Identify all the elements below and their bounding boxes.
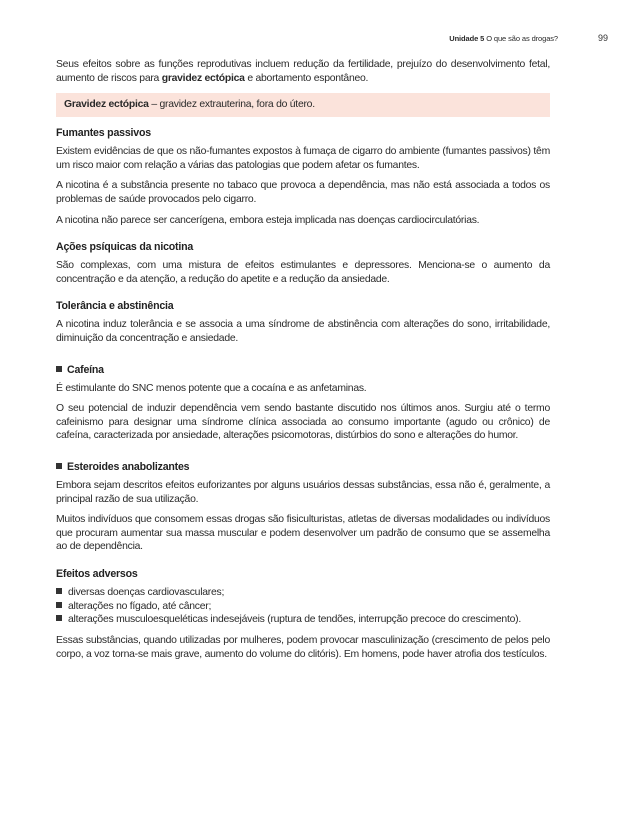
list-item [56,586,550,600]
section-title-cafeina: Cafeína [67,363,104,376]
callout-definition: – gravidez extrauterina, fora do útero. [148,99,315,111]
list-item [56,600,550,614]
paragraph: O seu potencial de induzir dependência vem sendo bastante discutido nos últimos anos. Surgiu até o termo cafeinismo para designar uma síndrome clínica associada ao consumo importante (agudo ou crônico) de cafeína, caracterizada por ansiedade, alterações psicomotoras, distúrbios do sono e alterações do humor. [56,403,550,442]
paragraph: Essas substâncias, quando utilizadas por mulheres, podem provocar masculinização (crescimento de pelos pelo corpo, a voz torna-se mais grave, aumento do volume do clitóris). Em homens, pode haver atrofia dos testículos. [56,635,550,660]
square-bullet-icon [56,366,62,372]
intro-text-after: e abortamento espontâneo. [244,72,369,84]
section-title-fumantes: Fumantes passivos [56,127,151,140]
adverse-effects-list [56,586,550,627]
list-item [56,613,550,627]
running-header [449,34,558,43]
paragraph: Existem evidências de que os não-fumantes expostos à fumaça de cigarro do ambiente (fumantes passivos) têm um risco maior com relação a várias das patologias que podem afetar os fumantes. [56,146,550,171]
square-bullet-icon [56,463,62,469]
paragraph: A nicotina não parece ser cancerígena, embora esteja implicada nas doenças cardiocirculatórias. [56,214,480,226]
paragraph: A nicotina é a substância presente no tabaco que provoca a dependência, mas não está associada a todos os problemas de saúde provocados pelo cigarro. [56,180,550,205]
section-title-acoes: Ações psíquicas da nicotina [56,241,194,254]
section-heading-cafeina [56,364,550,376]
square-bullet-icon [56,588,62,594]
list-item-text: alterações no fígado, até câncer; [68,600,212,612]
page-body [56,58,550,668]
paragraph: Embora sejam descritos efeitos euforizantes por alguns usuários dessas substâncias, essa não é, geralmente, a principal razão de sua utilização. [56,479,550,505]
square-bullet-icon [56,615,62,621]
unit-label: Unidade 5 [449,34,485,43]
paragraph: A nicotina induz tolerância e se associa a uma síndrome de abstinência com alterações do sono, irritabilidade, diminuição da concentração e ansiedade. [56,319,550,344]
callout-term: Gravidez ectópica [64,99,149,111]
intro-text-before: Seus efeitos sobre as funções reprodutivas incluem redução da fertilidade, prejuízo do desenvolvimento fetal, aumento de riscos para [56,59,550,84]
paragraph: São complexas, com uma mistura de efeitos estimulantes e depressores. Menciona-se o aumento da concentração e da atenção, a redução do apetite e a redução da ansiedade. [56,260,550,285]
intro-bold-term: gravidez ectópica [161,72,245,84]
definition-callout [56,93,550,117]
unit-title: O que são as drogas? [486,34,558,43]
square-bullet-icon [56,602,62,608]
section-heading-esteroides [56,461,550,473]
intro-paragraph [56,58,550,85]
section-title-esteroides: Esteroides anabolizantes [67,460,190,473]
section-title-efeitos: Efeitos adversos [56,567,138,580]
list-item-text: alterações musculoesqueléticas indesejáveis (ruptura de tendões, interrupção precoce do crescimento). [68,614,521,626]
paragraph: Muitos indivíduos que consomem essas drogas são fisiculturistas, atletas de diversas modalidades ou indivíduos que procuram aumentar sua massa muscular e podem desenvolver um padrão de consumo que se assemelha ao de dependência. [56,514,550,553]
section-title-tolerancia: Tolerância e abstinência [56,300,174,313]
paragraph: É estimulante do SNC menos potente que a cocaína e as anfetaminas. [56,382,367,394]
page-number: 99 [597,33,608,43]
list-item-text: diversas doenças cardiovasculares; [68,586,225,598]
